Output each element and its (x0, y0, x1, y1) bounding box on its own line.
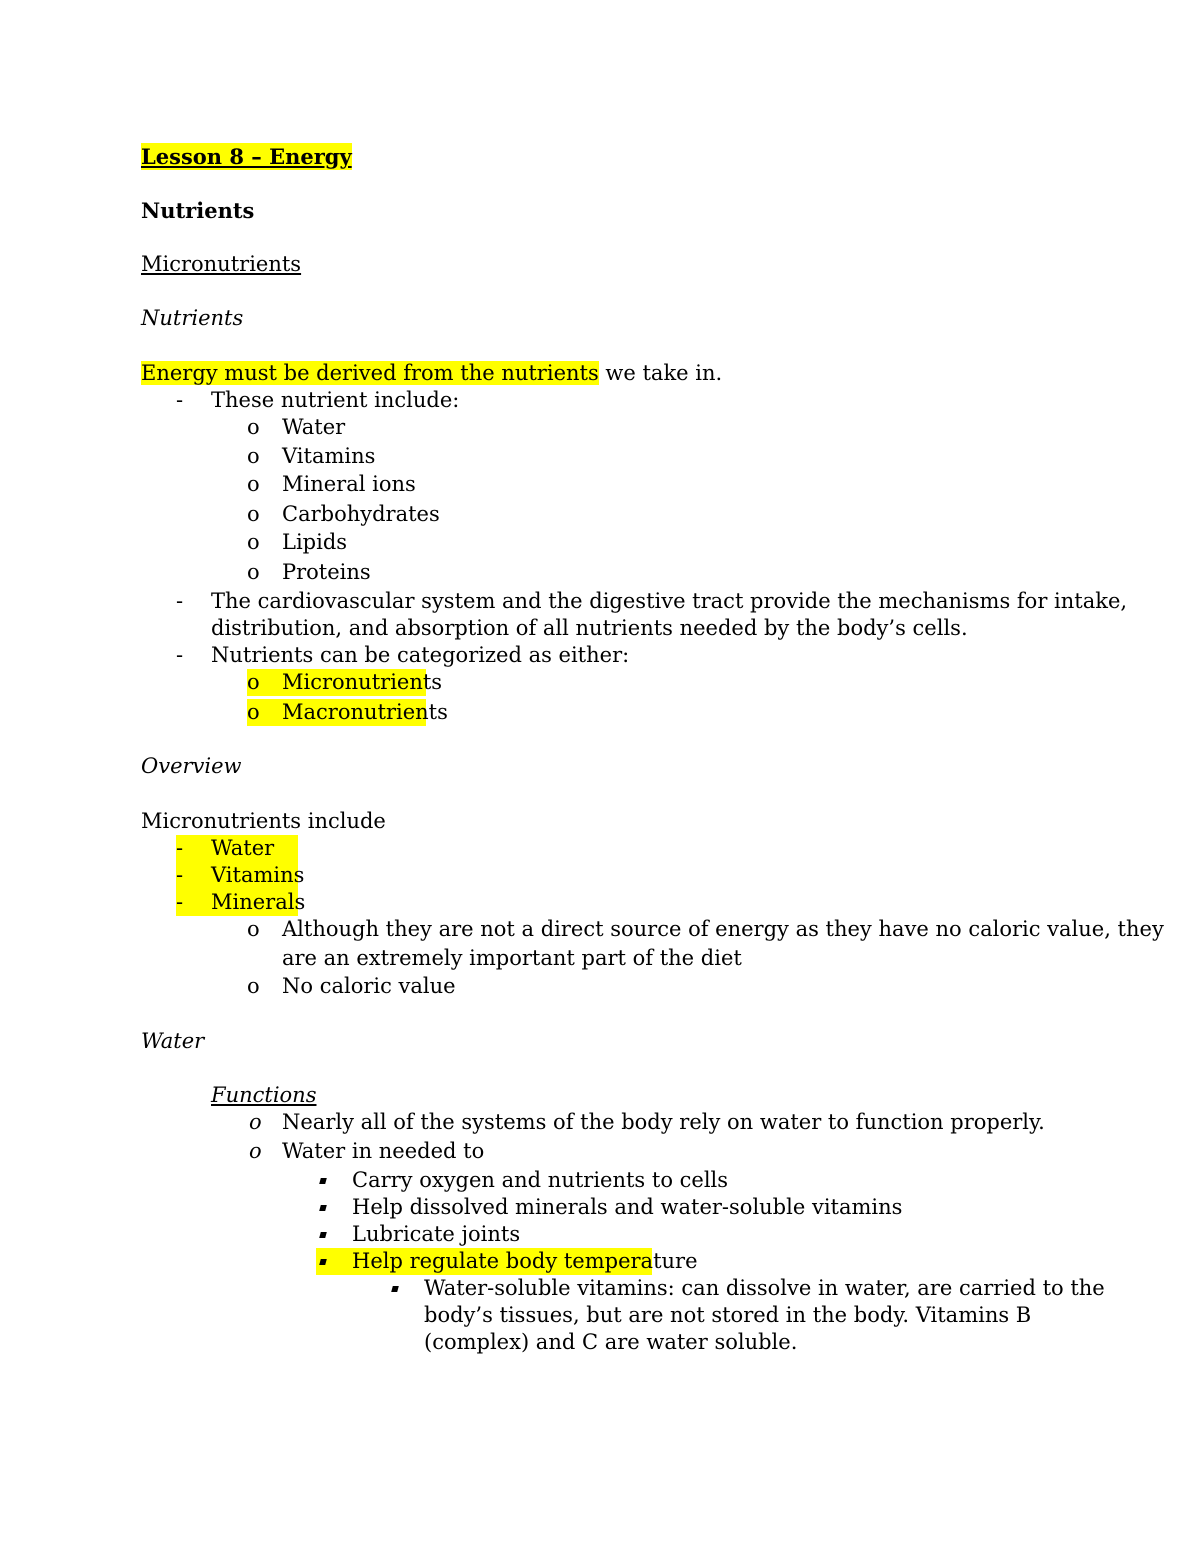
dash-bullet: - (176, 589, 184, 613)
dash-bullet: - (176, 863, 184, 887)
list-item: Mineral ions (282, 472, 416, 496)
circle-bullet: o (247, 502, 260, 526)
water-need-item: Carry oxygen and nutrients to cells (352, 1168, 729, 1192)
square-bullet-icon (319, 1232, 327, 1238)
overview-sub1-line1: Although they are not a direct source of energy as they have no caloric value, they (282, 917, 1164, 941)
category-macronutrients (247, 699, 448, 726)
intro-paragraph (141, 360, 722, 387)
list-item: Carbohydrates (282, 502, 440, 526)
page-title: Lesson 8 – Energy (141, 144, 352, 169)
heading-water: Water (141, 1029, 205, 1053)
circle-bullet: o (247, 974, 260, 998)
list-item: Proteins (282, 560, 371, 584)
overview-sub1-line2: are an extremely important part of the diet (282, 946, 742, 970)
circle-bullet: o (247, 530, 260, 554)
list-item: Water (282, 415, 346, 439)
circle-bullet: o (247, 444, 260, 468)
list-item: Lipids (282, 530, 348, 554)
water-note-line1: Water-soluble vitamins: can dissolve in water, are carried to the (424, 1276, 1105, 1300)
intro-highlight: Energy must be derived from the nutrients (141, 361, 599, 385)
water-item-1: Nearly all of the systems of the body rely on water to function properly. (282, 1110, 1045, 1134)
list-item-dash2-line2: distribution, and absorption of all nutrients needed by the body’s cells. (211, 616, 968, 640)
overview-sub2: No caloric value (282, 974, 456, 998)
dash-bullet: - (176, 890, 184, 914)
subheading-micronutrients: Micronutrients (141, 252, 302, 276)
square-bullet-icon (319, 1178, 327, 1184)
overview-item-label: Minerals (211, 890, 306, 914)
category-label: Micronutrients (282, 670, 443, 694)
circle-bullet: o (247, 472, 260, 496)
water-item-2: Water in needed to (282, 1139, 485, 1163)
subheading-nutrients: Nutrients (141, 306, 244, 330)
overview-item-vitamins (176, 862, 305, 889)
dash-bullet: - (176, 643, 184, 667)
circle-bullet: o (249, 1110, 262, 1134)
water-note-line3: (complex) and C are water soluble. (424, 1330, 798, 1354)
circle-bullet: o (247, 415, 260, 439)
circle-bullet: o (247, 917, 260, 941)
square-bullet-icon (319, 1205, 327, 1211)
subheading-functions: Functions (211, 1083, 317, 1107)
water-need-item: Lubricate joints (352, 1222, 521, 1246)
circle-bullet: o (247, 560, 260, 584)
water-need-item: Help regulate body temperature (352, 1249, 698, 1273)
list-item-dash2-line1: The cardiovascular system and the digestive tract provide the mechanisms for intake, (211, 589, 1128, 613)
category-micronutrients (247, 669, 443, 696)
water-need-item: Help dissolved minerals and water-soluble vitamins (352, 1195, 903, 1219)
overview-item-label: Water (211, 836, 275, 860)
water-note-line2: body’s tissues, but are not stored in the body. Vitamins B (424, 1303, 1032, 1327)
dash-bullet: - (176, 836, 184, 860)
square-bullet-icon (391, 1286, 399, 1292)
heading-nutrients: Nutrients (141, 198, 255, 223)
dash-bullet: - (176, 388, 184, 412)
circle-bullet: o (247, 670, 260, 694)
list-item-dash3: Nutrients can be categorized as either: (211, 643, 630, 667)
overview-item-water (176, 835, 298, 862)
intro-rest: we take in. (598, 361, 723, 385)
circle-bullet: o (247, 700, 260, 724)
overview-item-label: Vitamins (211, 863, 305, 887)
overview-item-minerals (176, 889, 306, 916)
heading-overview: Overview (141, 754, 242, 778)
overview-intro: Micronutrients include (141, 809, 386, 833)
category-label: Macronutrients (282, 700, 448, 724)
list-item: Vitamins (282, 444, 376, 468)
circle-bullet: o (249, 1139, 262, 1163)
list-item-dash1: These nutrient include: (211, 388, 460, 412)
